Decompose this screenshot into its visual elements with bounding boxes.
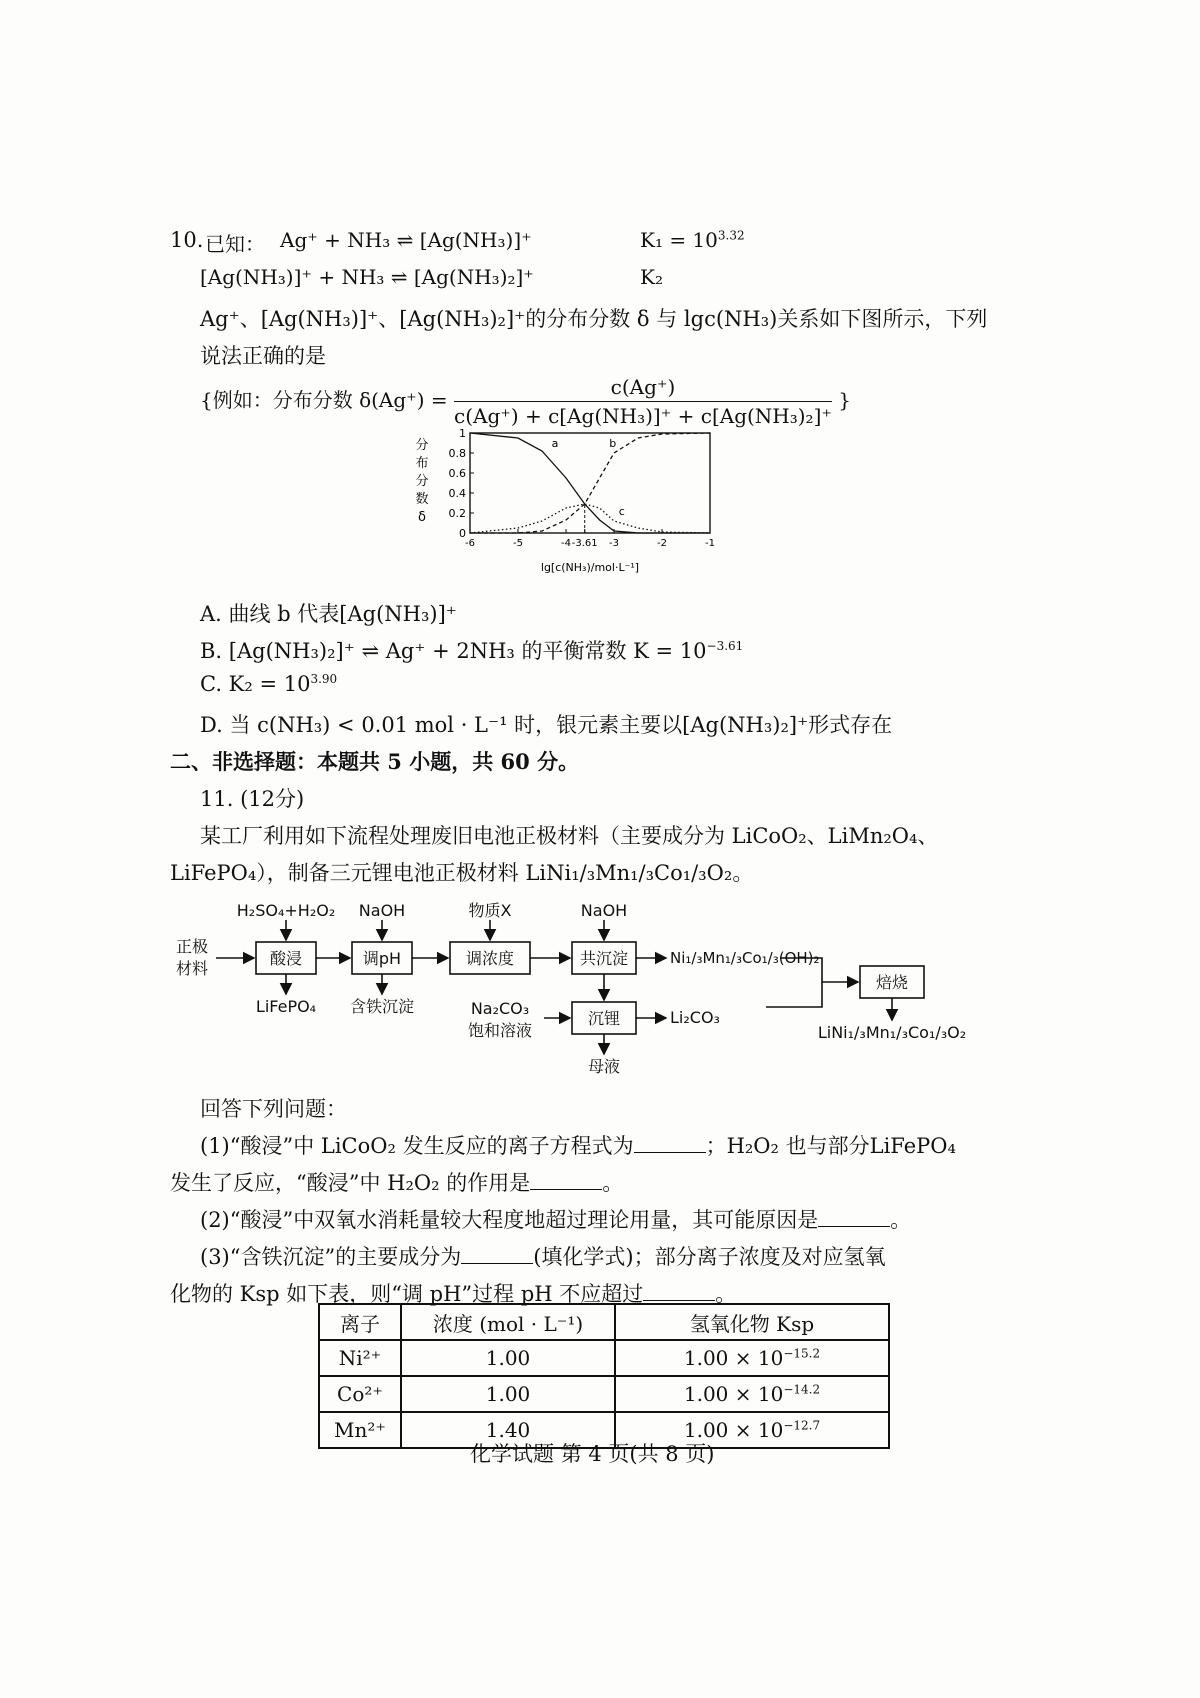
- y-axis-label-char: 分: [415, 438, 429, 453]
- y-tick-label: 0.8: [448, 447, 466, 460]
- flow-box-ph-label: 调pH: [362, 949, 402, 968]
- section-2-heading: 二、非选择题：本题共 5 小题，共 60 分。: [170, 749, 580, 774]
- flow-input-line1: 正极: [175, 937, 209, 956]
- flow-box-coppt-label: 共沉淀: [579, 949, 629, 968]
- flow-reagent-ph: NaOH: [358, 901, 406, 920]
- flow-out-leach: LiFePO₄: [255, 997, 317, 1016]
- example-numerator: c(Ag⁺): [454, 375, 832, 402]
- q11-header: 11. (12分): [200, 787, 305, 811]
- flow-box-li-label: 沉锂: [587, 1009, 621, 1028]
- flow-mother-liquor: 母液: [587, 1057, 621, 1076]
- q10-k2: K₂: [640, 265, 663, 289]
- flow-product-final: LiNi₁/₃Mn₁/₃Co₁/₃O₂: [817, 1023, 967, 1042]
- part1-line2: [170, 1167, 623, 1197]
- cell-ksp-exp: −14.2: [783, 1382, 821, 1397]
- y-axis-label-char: 数: [415, 492, 429, 507]
- series-c-label: c: [618, 505, 625, 518]
- x-tick-label: -5: [513, 538, 523, 549]
- example-denominator: c(Ag⁺) + c[Ag(NH₃)]⁺ + c[Ag(NH₃)₂]⁺: [454, 404, 832, 428]
- q10-eq1: Ag⁺ + NH₃ ⇌ [Ag(NH₃)]⁺: [280, 228, 532, 252]
- x-tick-label: -3.61: [571, 538, 598, 549]
- part3-text-c: 化物的 Ksp 如下表，则“调 pH”过程 pH 不应超过: [170, 1282, 644, 1306]
- y-tick-label: 0: [459, 527, 466, 540]
- x-tick-label: -6: [465, 538, 475, 549]
- blank-1b[interactable]: [530, 1171, 602, 1190]
- table-row: [319, 1340, 889, 1376]
- flow-reagent-conc: 物质X: [468, 901, 512, 920]
- part1-text-a: (1)“酸浸”中 LiCoO₂ 发生反应的离子方程式为: [200, 1134, 634, 1158]
- table-row: [319, 1376, 889, 1412]
- cell-ksp-base: 1.00 × 10: [683, 1418, 784, 1442]
- blank-1a[interactable]: [634, 1134, 706, 1153]
- cell-ion: Mn²⁺: [319, 1412, 401, 1448]
- blank-2[interactable]: [818, 1208, 890, 1227]
- q10-stem-line2: 说法正确的是: [200, 344, 326, 368]
- y-tick-label: 0.6: [448, 467, 466, 480]
- distribution-chart: [410, 425, 770, 595]
- option-b-text: B. [Ag(NH₃)₂]⁺ ⇌ Ag⁺ + 2NH₃ 的平衡常数 K = 10: [200, 639, 707, 663]
- cell-conc: 1.00: [401, 1376, 615, 1412]
- blank-3b[interactable]: [643, 1282, 715, 1301]
- cell-ksp-exp: −15.2: [783, 1346, 821, 1361]
- part3-end: 。: [715, 1282, 737, 1306]
- part1-end: 。: [602, 1171, 624, 1195]
- option-c: [200, 672, 337, 696]
- flow-box-leach-label: 酸浸: [269, 949, 303, 968]
- cell-ksp: [615, 1340, 889, 1376]
- x-tick-label: -4: [561, 538, 571, 549]
- x-axis-label: lg[c(NH₃)/mol·L⁻¹]: [540, 561, 640, 574]
- part1-text-b: ；H₂O₂ 也与部分LiFePO₄: [705, 1134, 956, 1158]
- cell-conc: 1.40: [401, 1412, 615, 1448]
- page-footer: 化学试题 第 4 页(共 8 页): [470, 1442, 715, 1466]
- option-b-exp: −3.61: [706, 639, 744, 653]
- series-b-line: [470, 433, 710, 533]
- flow-reagent-li2: 饱和溶液: [467, 1021, 533, 1040]
- q10-eq2: [Ag(NH₃)]⁺ + NH₃ ⇌ [Ag(NH₃)₂]⁺: [200, 265, 534, 289]
- cell-conc: 1.00: [401, 1340, 615, 1376]
- blank-3a[interactable]: [461, 1245, 533, 1264]
- series-b-label: b: [609, 437, 617, 450]
- y-tick-label: 1: [459, 427, 466, 440]
- q10-number: 10.: [170, 228, 204, 252]
- table-header-ion: 离子: [319, 1304, 401, 1340]
- y-axis-label-char: 布: [415, 456, 429, 471]
- part2-line: [200, 1204, 911, 1234]
- process-flowchart: [170, 890, 1050, 1080]
- option-b: [200, 635, 743, 665]
- part3-text-a: (3)“含铁沉淀”的主要成分为: [200, 1245, 462, 1269]
- flow-out-ph: 含铁沉淀: [349, 997, 415, 1016]
- flow-box-roast-label: 焙烧: [875, 973, 909, 992]
- part2-end: 。: [890, 1208, 912, 1232]
- y-tick-label: 0.2: [448, 507, 466, 520]
- cell-ksp-exp: −12.7: [783, 1418, 821, 1433]
- cell-ksp: [615, 1376, 889, 1412]
- cell-ksp-base: 1.00 × 10: [683, 1382, 784, 1406]
- answer-prompt: 回答下列问题：: [200, 1097, 347, 1121]
- table-header-row: [319, 1304, 889, 1340]
- cell-ion: Ni²⁺: [319, 1340, 401, 1376]
- option-a: A. 曲线 b 代表[Ag(NH₃)]⁺: [200, 602, 457, 626]
- part2-text: (2)“酸浸”中双氧水消耗量较大程度地超过理论用量，其可能原因是: [200, 1208, 819, 1232]
- cell-ksp-base: 1.00 × 10: [683, 1346, 784, 1370]
- q10-k1-exp: 3.32: [717, 228, 745, 243]
- part3-text-b: (填化学式)；部分离子浓度及对应氢氧: [533, 1245, 886, 1269]
- y-axis-label-char: 分: [415, 474, 429, 489]
- option-c-text: C. K₂ = 10: [200, 672, 311, 696]
- y-tick-label: 0.4: [448, 487, 466, 500]
- flow-product-hydroxide: Ni₁/₃Mn₁/₃Co₁/₃(OH)₂: [670, 949, 820, 967]
- table-header-ksp: 氢氧化物 Ksp: [615, 1304, 889, 1340]
- q11-intro-line1: 某工厂利用如下流程处理废旧电池正极材料（主要成分为 LiCoO₂、LiMn₂O₄、: [200, 824, 939, 848]
- part1-line1: [200, 1130, 956, 1160]
- q10-k1-label: K₁ = 10: [640, 228, 718, 252]
- q10-stem-line1: Ag⁺、[Ag(NH₃)]⁺、[Ag(NH₃)₂]⁺的分布分数 δ 与 lgc(NH₃)关系如下图所示，下列: [200, 307, 988, 331]
- q10-known-label: 已知：: [205, 232, 265, 256]
- chart-frame: [470, 433, 710, 533]
- example-suffix: }: [838, 388, 852, 412]
- part1-text-c: 发生了反应，“酸浸”中 H₂O₂ 的作用是: [170, 1171, 531, 1195]
- x-tick-label: -2: [657, 538, 667, 549]
- x-tick-label: -3: [609, 538, 619, 549]
- series-a-line: [470, 433, 710, 533]
- flow-reagent-coppt: NaOH: [580, 901, 628, 920]
- series-c-line: [470, 504, 710, 533]
- series-a-label: a: [551, 437, 559, 450]
- q11-intro-line2: LiFePO₄），制备三元锂电池正极材料 LiNi₁/₃Mn₁/₃Co₁/₃O₂。: [170, 861, 754, 885]
- q10-k1: [640, 228, 745, 252]
- flow-product-li: Li₂CO₃: [670, 1008, 720, 1027]
- option-d: D. 当 c(NH₃) < 0.01 mol · L⁻¹ 时，银元素主要以[Ag(NH₃)₂]⁺形式存在: [200, 713, 893, 737]
- flow-input-line2: 材料: [175, 959, 209, 978]
- table-header-conc: 浓度 (mol · L⁻¹): [401, 1304, 615, 1340]
- flow-reagent-li: Na₂CO₃: [470, 999, 530, 1018]
- flow-box-conc-label: 调浓度: [465, 949, 515, 968]
- example-fraction: [454, 375, 832, 428]
- flow-reagent-leach: H₂SO₄+H₂O₂: [236, 901, 336, 920]
- cell-ion: Co²⁺: [319, 1376, 401, 1412]
- option-c-exp: 3.90: [310, 672, 338, 686]
- x-tick-label: -1: [705, 538, 715, 549]
- y-axis-label-char: δ: [418, 510, 426, 525]
- ksp-table: [318, 1303, 890, 1449]
- q10-example: [200, 375, 851, 428]
- part3-line1: [200, 1241, 886, 1271]
- example-prefix: {例如：分布分数 δ(Ag⁺) =: [200, 388, 448, 412]
